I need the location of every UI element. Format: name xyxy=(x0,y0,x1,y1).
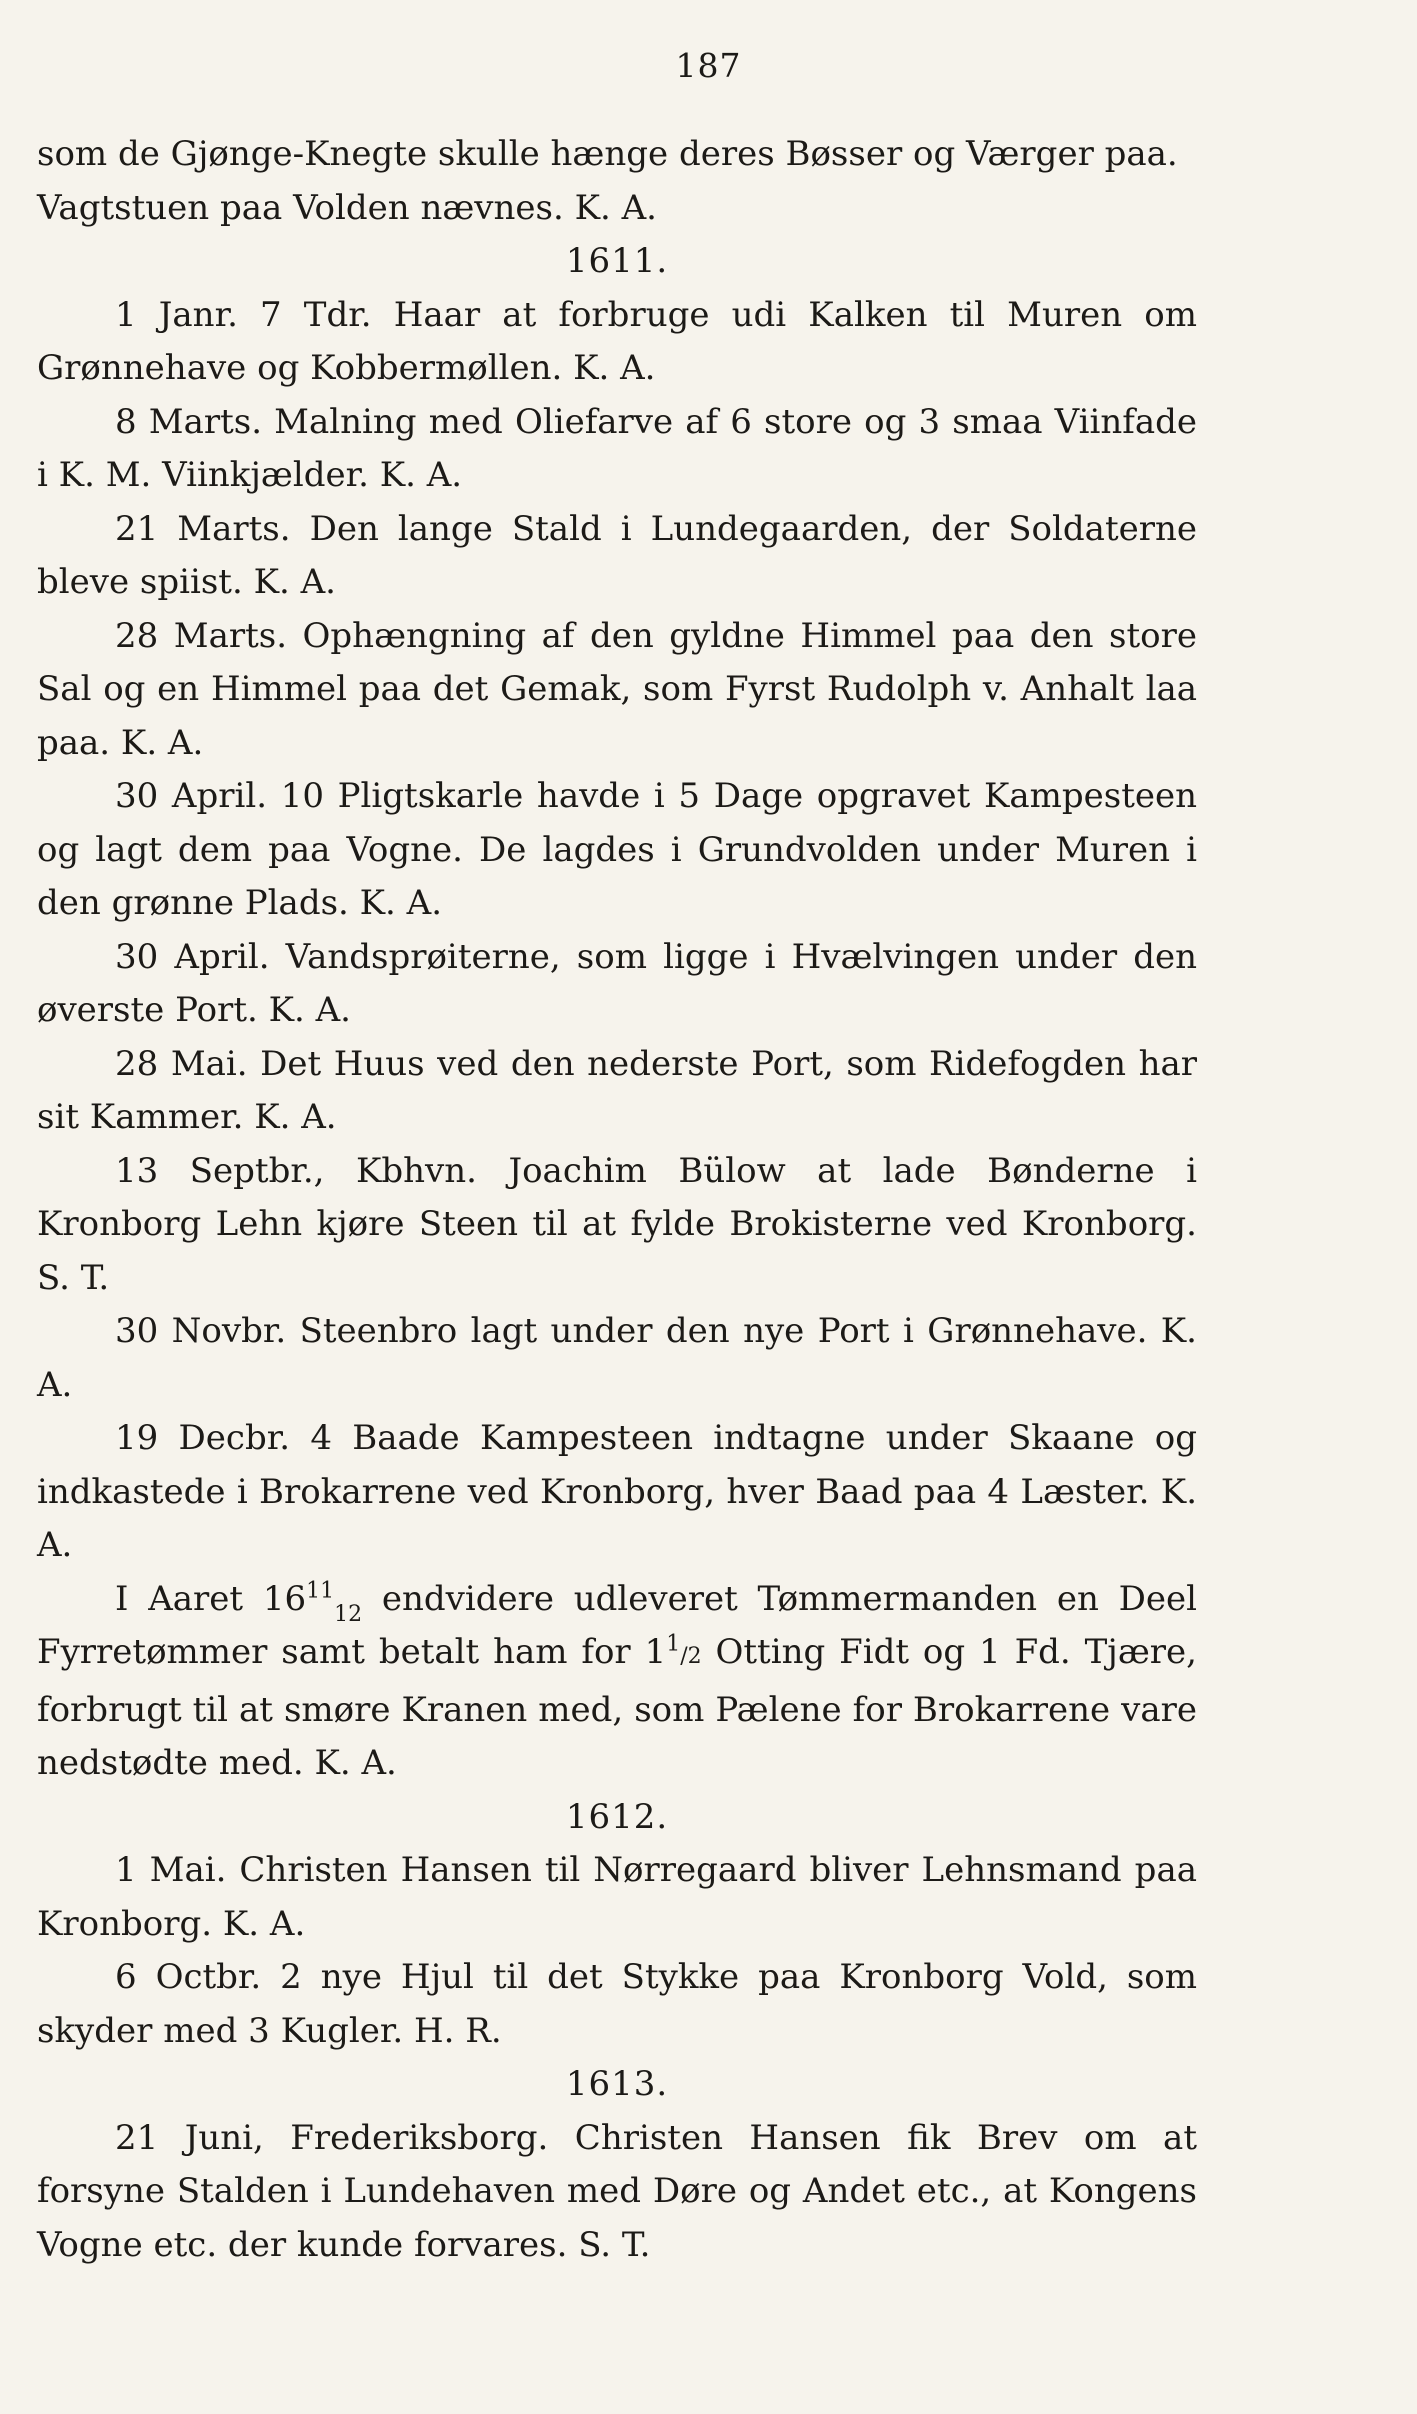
year-heading-1611: 1611. xyxy=(565,241,669,281)
fraction-denominator: /2 xyxy=(680,1644,702,1669)
continued-paragraph: som de Gjønge-Knegte skulle hænge deres Bøsser og Værger paa. Vagtstuen paa Volden nævnes. K. A. xyxy=(37,134,1178,228)
entry-1611-mar-8: 8 Marts. Malning med Oliefarve af 6 store og 3 smaa Viinfade i K. M. Viinkjælder. K. A. xyxy=(37,401,1197,495)
entry-1611-mar-21: 21 Marts. Den lange Stald i Lundegaarden, der Soldaterne bleve spiist. K. A. xyxy=(37,508,1197,602)
entry-1611-jan-1: 1 Janr. 7 Tdr. Haar at forbruge udi Kalken til Muren om Grønnehave og Kobbermøllen. K. A. xyxy=(37,294,1197,388)
entry-text: I Aaret 16 xyxy=(115,1578,307,1619)
entry-1612-may-1: 1 Mai. Christen Hansen til Nørregaard bliver Lehnsmand paa Kronborg. K. A. xyxy=(37,1850,1197,1944)
fraction-numerator: 1 xyxy=(666,1631,681,1657)
subscript: 12 xyxy=(334,1602,363,1628)
superscript: 11 xyxy=(306,1578,335,1604)
entry-1611-year-note xyxy=(37,1573,1197,1791)
entry-1611-sep-13: 13 Septbr., Kbhvn. Joachim Bülow at lade Bønderne i Kronborg Lehn kjøre Steen til at fylde Brokisterne ved Kronborg. S. T. xyxy=(37,1150,1197,1298)
year-heading-1612: 1612. xyxy=(565,1796,669,1837)
entry-1611-may-28: 28 Mai. Det Huus ved den nederste Port, som Ridefogden har sit Kammer. K. A. xyxy=(37,1043,1197,1137)
page-number: 187 xyxy=(675,46,742,85)
entry-1611-apr-30-b: 30 April. Vandsprøiterne, som ligge i Hvælvingen under den øverste Port. K. A. xyxy=(37,936,1197,1030)
entry-1611-nov-30: 30 Novbr. Steenbro lagt under den nye Port i Grønnehave. K. A. xyxy=(37,1311,1197,1405)
entry-1612-oct-6: 6 Octbr. 2 nye Hjul til det Stykke paa Kronborg Vold, som skyder med 3 Kugler. H. R. xyxy=(37,1957,1197,2051)
entry-1613-jun-21: 21 Juni, Frederiksborg. Christen Hansen fik Brev om at forsyne Stalden i Lundehaven med Døre og Andet etc., at Kongens Vogne etc. der kunde forvares. S. T. xyxy=(37,2117,1197,2265)
entry-1611-apr-30-a: 30 April. 10 Pligtskarle havde i 5 Dage opgravet Kampesteen og lagt dem paa Vogne. De lagdes i Grundvolden under Muren i den grønne Plads. K. A. xyxy=(37,776,1197,923)
entry-1611-dec-19: 19 Decbr. 4 Baade Kampesteen indtagne under Skaane og indkastede i Brokarrene ved Kronborg, hver Baad paa 4 Læster. K. A. xyxy=(37,1418,1197,1565)
entry-text: Otting Fidt og 1 Fd. Tjære, forbrugt til at smøre Kranen med, som Pælene for Brokarrene vare nedstødte med. K. A. xyxy=(37,1632,1197,1783)
entry-1611-mar-28: 28 Marts. Ophængning af den gyldne Himmel paa den store Sal og en Himmel paa det Gemak, som Fyrst Rudolph v. Anhalt laa paa. K. A. xyxy=(37,615,1197,763)
year-heading-1613: 1613. xyxy=(565,2064,669,2104)
chronicle-text xyxy=(37,128,1197,2272)
entry-text: endvidere udleveret Tømmermanden en Deel Fyrretømmer samt betalt ham for 1 xyxy=(37,1578,1198,1672)
